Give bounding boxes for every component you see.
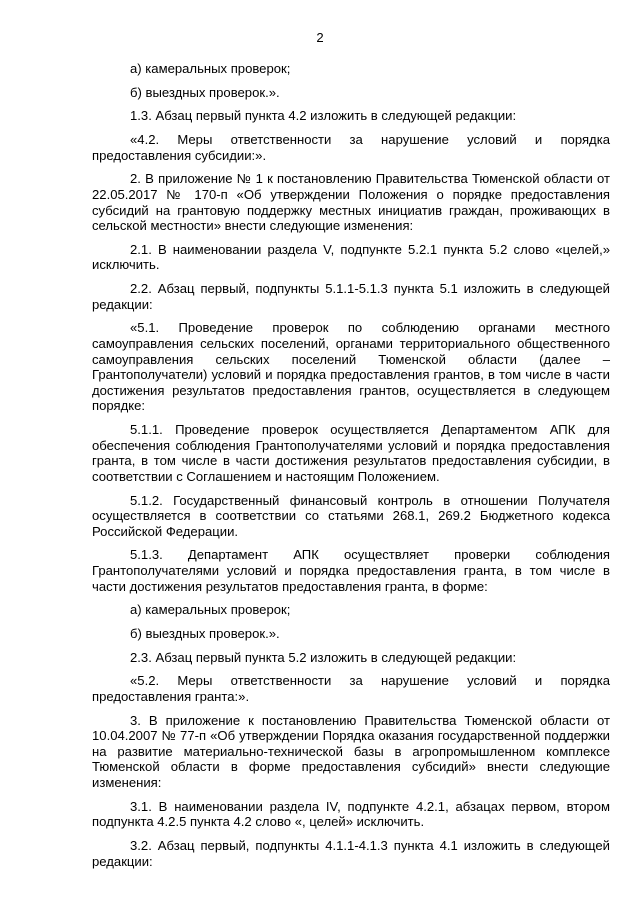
paragraph: 2.1. В наименовании раздела V, подпункте 5.2.1 пункта 5.2 слово «целей,» исключить. [92,241,610,273]
paragraph: 3.1. В наименовании раздела IV, подпункте 4.2.1, абзацах первом, втором подпункта 4.2.5 пункта 4.2 слово «, целей» исключить. [92,798,610,830]
paragraph: 5.1.1. Проведение проверок осуществляется Департаментом АПК для обеспечения соблюдения Грантополучателями условий и порядка предоставления гранта, в том числе в части достижения результатов предоставления субсидии, в соответствии с Соглашением и настоящим Положением. [92,422,610,484]
paragraph: 2.3. Абзац первый пункта 5.2 изложить в следующей редакции: [130,649,517,665]
paragraph: 3.2. Абзац первый, подпункты 4.1.1-4.1.3 пункта 4.1 изложить в следующей редакции: [92,837,610,869]
paragraph: 5.1.2. Государственный финансовый контроль в отношении Получателя осуществляется в соответствии со статьями 268.1, 269.2 Бюджетного кодекса Российской Федерации. [92,492,610,539]
paragraph: «5.1. Проведение проверок по соблюдению органами местного самоуправления сельских поселений, органами территориального общественного самоуправления сельских поселений Тюменской области (далее – Грантополучатели) условий и порядка предоставления грантов, в том числе в части достижения результатов предоставления грантов, осуществляется в следующем порядке: [92,320,610,414]
paragraph: 2.2. Абзац первый, подпункты 5.1.1-5.1.3 пункта 5.1 изложить в следующей редакции: [92,281,610,312]
paragraph: 5.1.3. Департамент АПК осуществляет проверки соблюдения Грантополучателями условий и порядка предоставления гранта, в том числе в части достижения результатов предоставления гранта, в форме: [92,547,610,594]
paragraph: а) камеральных проверок; [130,61,291,76]
paragraph: б) выездных проверок.». [130,84,280,100]
paragraph: 3. В приложение к постановлению Правительства Тюменской области от 10.04.2007 № 77-п «Об утверждении Порядка оказания государственной поддержки на развитие материально-технической базы в агропромышленном комплексе Тюменской области в форме предоставления субсидий» внести следующие изменения: [92,712,610,790]
paragraph: б) выездных проверок.». [130,625,280,641]
document-body [92,61,610,877]
paragraph: 2. В приложение № 1 к постановлению Правительства Тюменской области от 22.05.2017 № 170-п «Об утверждении Положения о порядке предоставления субсидий на грантовую поддержку местных инициатив граждан, проживающих в сельской местности» внести следующие изменения: [92,171,610,234]
paragraph: а) камеральных проверок; [130,602,291,618]
page-number: 2 [316,30,324,45]
paragraph: 1.3. Абзац первый пункта 4.2 изложить в следующей редакции: [130,108,517,124]
paragraph: «5.2. Меры ответственности за нарушение условий и порядка предоставления гранта:». [92,673,610,704]
paragraph: «4.2. Меры ответственности за нарушение условий и порядка предоставления субсидии:». [92,132,610,163]
